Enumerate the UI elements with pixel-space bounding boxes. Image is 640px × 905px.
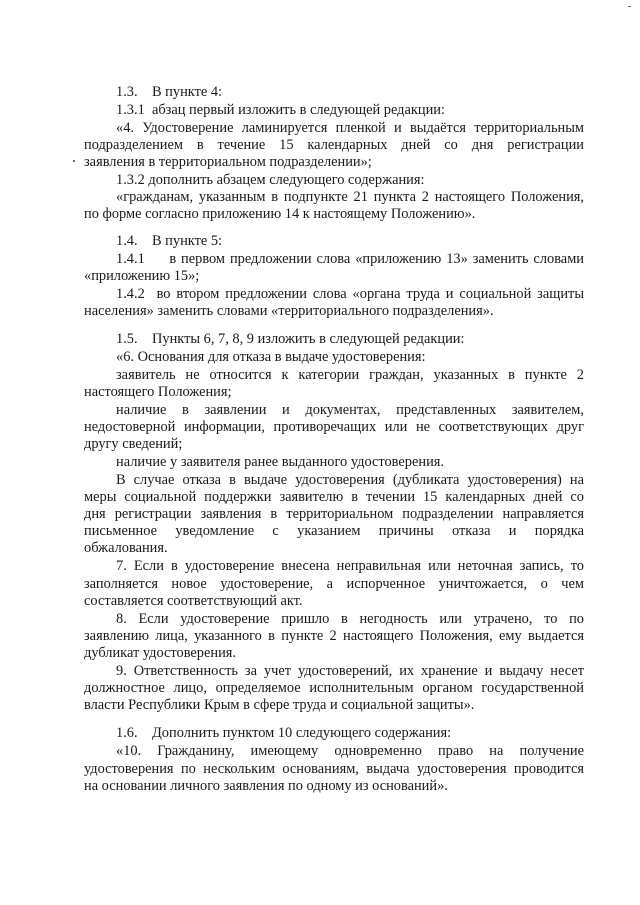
clause-9-line-3: власти Республики Крым в сфере труда и социальной защиты». [84, 697, 475, 713]
clause-10-line-3: на основании личного заявления по одному из оснований». [84, 778, 448, 794]
clause-6-line-12: обжалования. [84, 540, 168, 556]
section-1-4-heading: 1.4. В пункте 5: [116, 233, 223, 249]
quote-4-line-2: подразделением в течение 15 календарных дней со дня регистрации [84, 137, 584, 153]
clause-6-line-2: заявитель не относится к категории граждан, указанных в пункте 2 [116, 367, 584, 383]
clause-6-line-10: дня регистрации заявления в территориальном подразделении направляется [84, 506, 584, 522]
section-1-3-heading: 1.3. В пункте 4: [116, 84, 223, 100]
quote-4-line-3: заявления в территориальном подразделении»; [84, 154, 372, 170]
clause-7-line-2: заполняется новое удостоверение, а испорченное уничтожается, о чем [84, 576, 584, 592]
clause-7-line-1: 7. Если в удостоверение внесена неправильная или неточная запись, то [116, 558, 584, 574]
clause-8-line-2: заявлению лица, указанного в пункте 2 настоящего Положения, ему выдается [84, 628, 584, 644]
clause-9-line-2: должностное лицо, определяемое исполнительным органом государственной [84, 680, 584, 696]
quote-citizens-line-1: «гражданам, указанным в подпункте 21 пункта 2 настоящего Положения, [116, 189, 584, 205]
clause-10-line-1: «10. Гражданину, имеющему одновременно право на получение [116, 743, 584, 759]
scan-speck [73, 160, 75, 162]
item-1-3-1: 1.3.1 абзац первый изложить в следующей редакции: [116, 102, 445, 118]
scan-speck [628, 6, 631, 7]
clause-6-line-4: наличие в заявлении и документах, представленных заявителем, [116, 402, 584, 418]
clause-6-line-9: меры социальной поддержки заявителю в течении 15 календарных дней со [84, 489, 584, 505]
item-1-4-1-line-1: 1.4.1 в первом предложении слова «приложению 13» заменить словами [116, 251, 584, 267]
clause-6-line-6: другу сведений; [84, 436, 183, 452]
section-1-5-heading: 1.5. Пункты 6, 7, 8, 9 изложить в следующей редакции: [116, 331, 465, 347]
quote-citizens-line-2: по форме согласно приложению 14 к настоящему Положению». [84, 206, 476, 222]
clause-6-line-3: настоящего Положения; [84, 384, 232, 400]
item-1-4-1-line-2: «приложению 15»; [84, 268, 200, 284]
quote-4-line-1: «4. Удостоверение ламинируется пленкой и выдаётся территориальным [116, 120, 584, 136]
clause-6-line-11: письменное уведомление с указанием причины отказа и порядка [84, 523, 584, 539]
item-1-3-2: 1.3.2 дополнить абзацем следующего содержания: [116, 172, 425, 188]
clause-9-line-1: 9. Ответственность за учет удостоверений, их хранение и выдачу несет [116, 663, 584, 679]
item-1-4-2-line-1: 1.4.2 во втором предложении слова «органа труда и социальной защиты [116, 286, 584, 302]
clause-8-line-3: дубликат удостоверения. [84, 645, 236, 661]
clause-6-line-8: В случае отказа в выдаче удостоверения (дубликата удостоверения) на [116, 472, 584, 488]
clause-6-line-5: недостоверной информации, противоречащих или не соответствующих друг [84, 419, 584, 435]
clause-6-line-7: наличие у заявителя ранее выданного удостоверения. [116, 454, 444, 470]
clause-6-heading: «6. Основания для отказа в выдаче удостоверения: [116, 349, 426, 365]
item-1-4-2-line-2: населения» заменить словами «территориального подразделения». [84, 303, 494, 319]
clause-8-line-1: 8. Если удостоверение пришло в негодность или утрачено, то по [116, 611, 584, 627]
clause-7-line-3: составляется соответствующий акт. [84, 593, 303, 609]
section-1-6-heading: 1.6. Дополнить пунктом 10 следующего содержания: [116, 725, 452, 741]
clause-10-line-2: удостоверения по нескольким основаниям, выдача удостоверения проводится [84, 761, 584, 777]
